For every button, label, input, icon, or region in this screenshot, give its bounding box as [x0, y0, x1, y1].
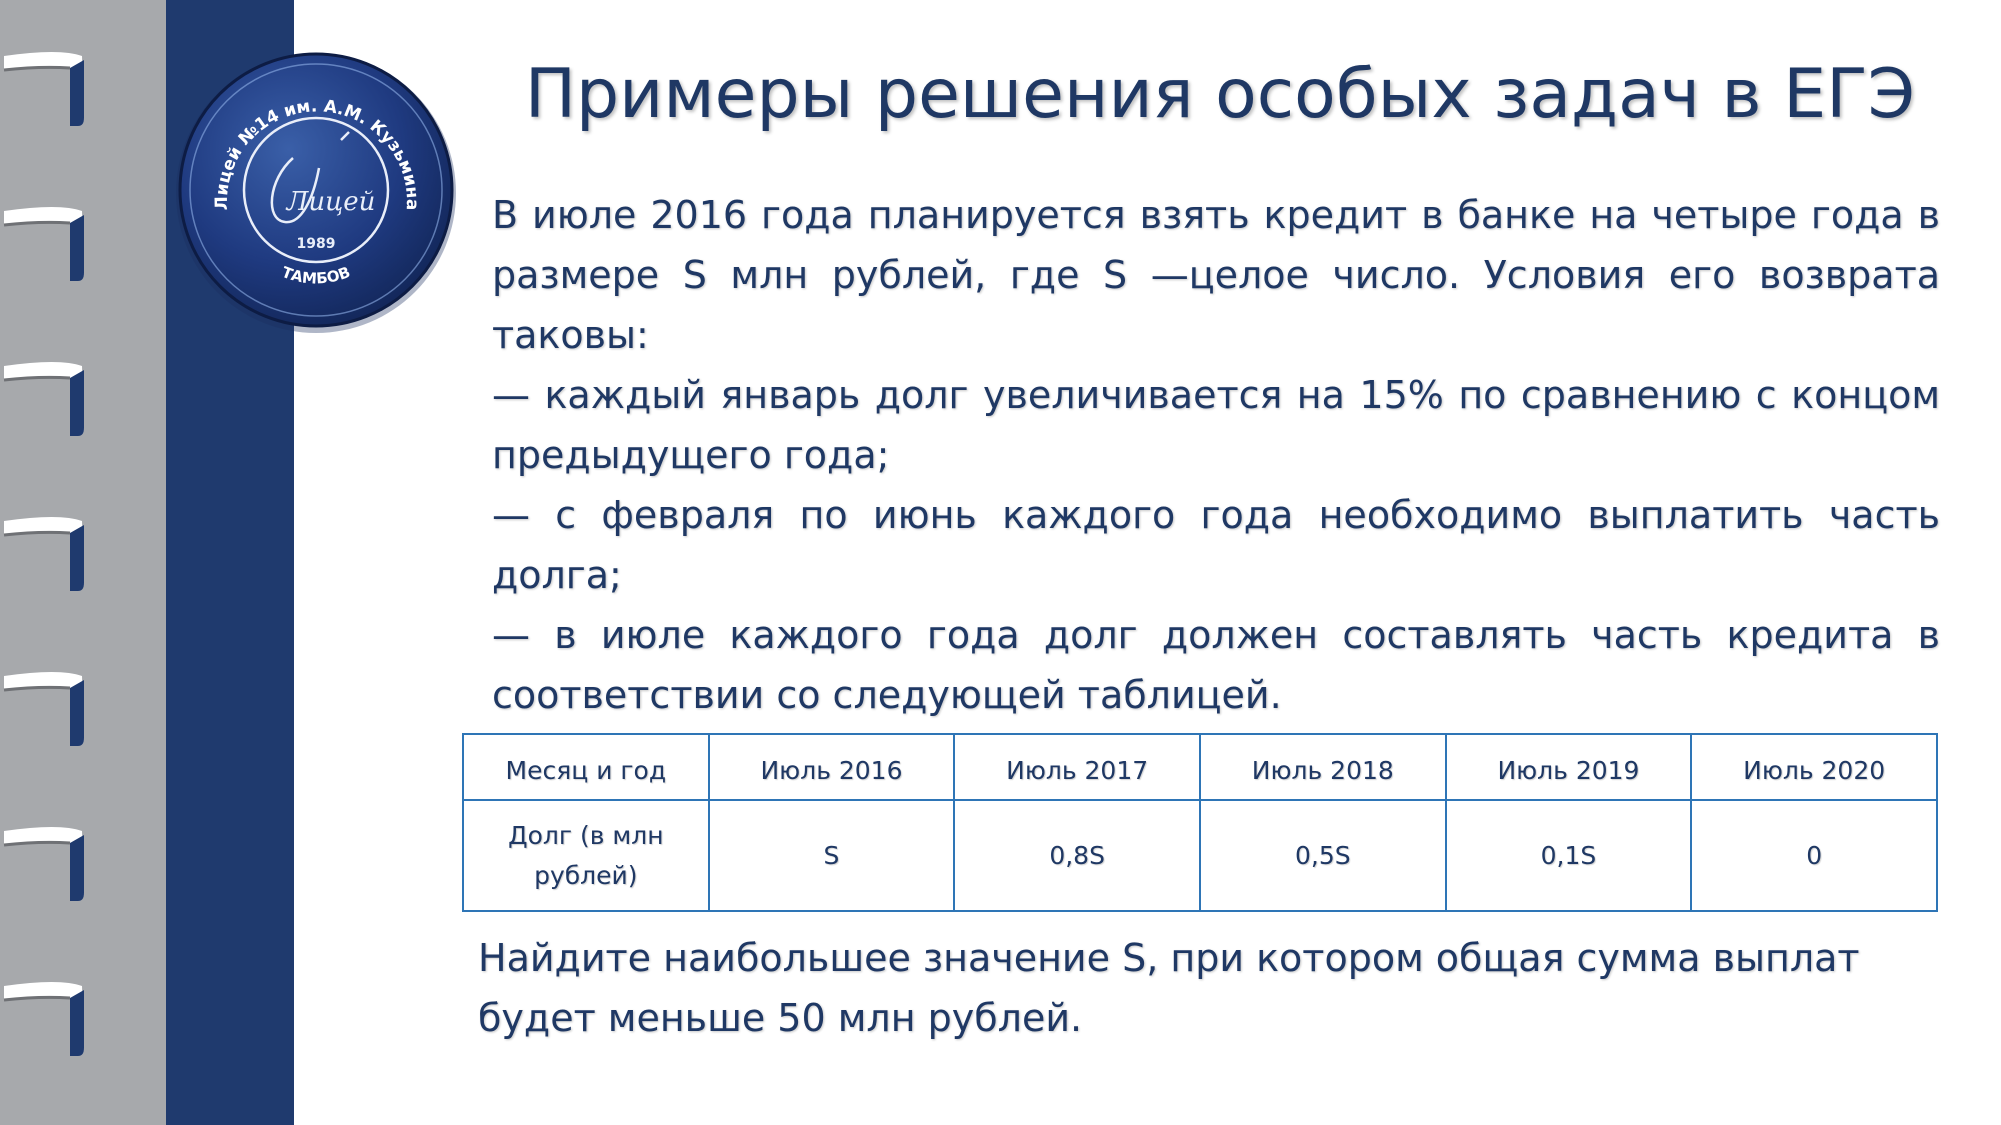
table-cell-month: Июль 2019 — [1446, 734, 1692, 800]
table-cell-debt: 0,5S — [1200, 800, 1446, 911]
table-row-months — [463, 734, 1937, 800]
binder-ring-icon — [0, 46, 92, 138]
table-row-header-debt: Долг (в млн рублей) — [463, 800, 709, 911]
binder-ring-icon — [0, 821, 92, 913]
table-row-header-month: Месяц и год — [463, 734, 709, 800]
emblem-year: 1989 — [296, 236, 336, 252]
binder-ring-icon — [0, 201, 92, 293]
binder-ring-icon — [0, 511, 92, 603]
problem-paragraph-intro: В июле 2016 года планируется взять кредит в банке на четыре года в размере S млн рублей, где S —целое число. Условия его возврата таковы: — [492, 193, 1940, 357]
school-emblem-logo — [173, 50, 459, 336]
problem-paragraph-condition-1: — каждый январь долг увеличивается на 15% по сравнению с концом предыдущего года; — [492, 373, 1940, 477]
emblem-ring-text: Лицей №14 им. А.М. Кузьмина — [211, 96, 423, 211]
table-cell-debt: 0,1S — [1446, 800, 1692, 911]
problem-paragraph-condition-3: — в июле каждого года долг должен составлять часть кредита в соответствии со следующей таблицей. — [492, 613, 1940, 717]
emblem-city-text: ТАМБОВ — [279, 262, 353, 288]
slide-title: Примеры решения особых задач в ЕГЭ — [524, 55, 1916, 134]
binder-ring-icon — [0, 976, 92, 1068]
debt-schedule-table — [462, 733, 1938, 912]
table-cell-month: Июль 2016 — [709, 734, 955, 800]
binder-ring-icon — [0, 666, 92, 758]
table-cell-debt: S — [709, 800, 955, 911]
table-cell-month: Июль 2017 — [954, 734, 1200, 800]
table-cell-month: Июль 2018 — [1200, 734, 1446, 800]
binder-ring-icon — [0, 356, 92, 448]
table-cell-month: Июль 2020 — [1691, 734, 1937, 800]
problem-question: Найдите наибольшее значение S, при котором общая сумма выплат будет меньше 50 млн рублей. — [478, 936, 1860, 1040]
problem-statement — [492, 185, 1940, 725]
problem-paragraph-condition-2: — с февраля по июнь каждого года необходимо выплатить часть долга; — [492, 493, 1940, 597]
table-cell-debt: 0,8S — [954, 800, 1200, 911]
table-cell-debt: 0 — [1691, 800, 1937, 911]
table-row-debts — [463, 800, 1937, 911]
emblem-script-text: Лицей — [286, 187, 376, 217]
